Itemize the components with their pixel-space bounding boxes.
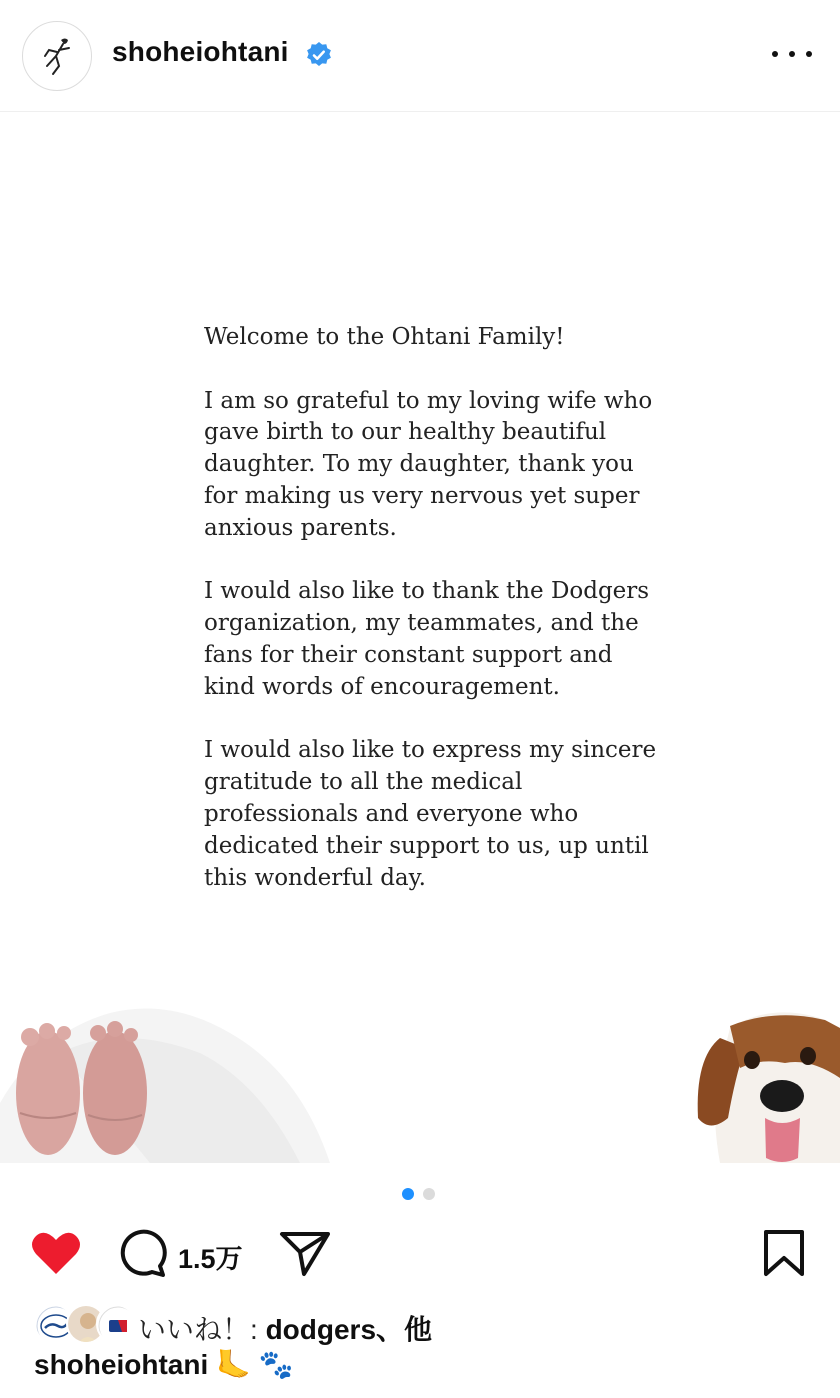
- announcement-letter: [204, 322, 664, 926]
- likes-others-link[interactable]: 、他: [376, 1314, 433, 1345]
- likes-summary[interactable]: [34, 1302, 814, 1346]
- carousel-dot-active: [402, 1188, 414, 1200]
- bookmark-icon[interactable]: [762, 1228, 806, 1278]
- post-header: [0, 0, 840, 112]
- comment-count: 1.5万: [178, 1244, 243, 1274]
- heart-filled-icon[interactable]: [30, 1230, 82, 1276]
- carousel-dot: [423, 1188, 435, 1200]
- action-bar: [0, 1222, 840, 1282]
- likes-text: [138, 1308, 432, 1348]
- baby-feet-image: [0, 993, 340, 1163]
- comment-icon[interactable]: [116, 1228, 168, 1278]
- pitcher-logo-icon: [23, 22, 92, 91]
- more-options-button[interactable]: [772, 40, 812, 68]
- mlb-logo-icon: [98, 1306, 136, 1344]
- letter-paragraph: Welcome to the Ohtani Family!: [204, 324, 565, 350]
- profile-avatar[interactable]: [22, 21, 92, 91]
- dog-image: [690, 1008, 840, 1163]
- carousel-indicator: [402, 1188, 435, 1200]
- likes-prefix: いいね！:: [138, 1314, 266, 1345]
- header-username[interactable]: shoheiohtani: [112, 36, 289, 67]
- liker-avatar-mlb: [96, 1304, 136, 1344]
- more-dot: [806, 51, 812, 57]
- send-icon[interactable]: [278, 1228, 332, 1278]
- caption-username[interactable]: shoheiohtani: [34, 1349, 209, 1380]
- post-caption: [34, 1348, 294, 1381]
- caption-emoji: 🦶 🐾: [216, 1349, 294, 1380]
- letter-paragraph: I would also like to thank the Dodgers organization, my teammates, and the fans for their constant support and kind words of encouragement.: [204, 578, 650, 700]
- letter-paragraph: I am so grateful to my loving wife who gave birth to our healthy beautiful daughter. To my daughter, thank you for making us very nervous yet super anxious parents.: [204, 387, 653, 541]
- verified-badge-icon: [305, 41, 333, 69]
- more-dot: [789, 51, 795, 57]
- likes-account-link[interactable]: dodgers: [265, 1314, 377, 1345]
- more-dot: [772, 51, 778, 57]
- letter-paragraph: I would also like to express my sincere gratitude to all the medical professionals and everyone who dedicated their support to us, up until this wonderful day.: [204, 737, 657, 891]
- post-image[interactable]: [0, 113, 840, 1163]
